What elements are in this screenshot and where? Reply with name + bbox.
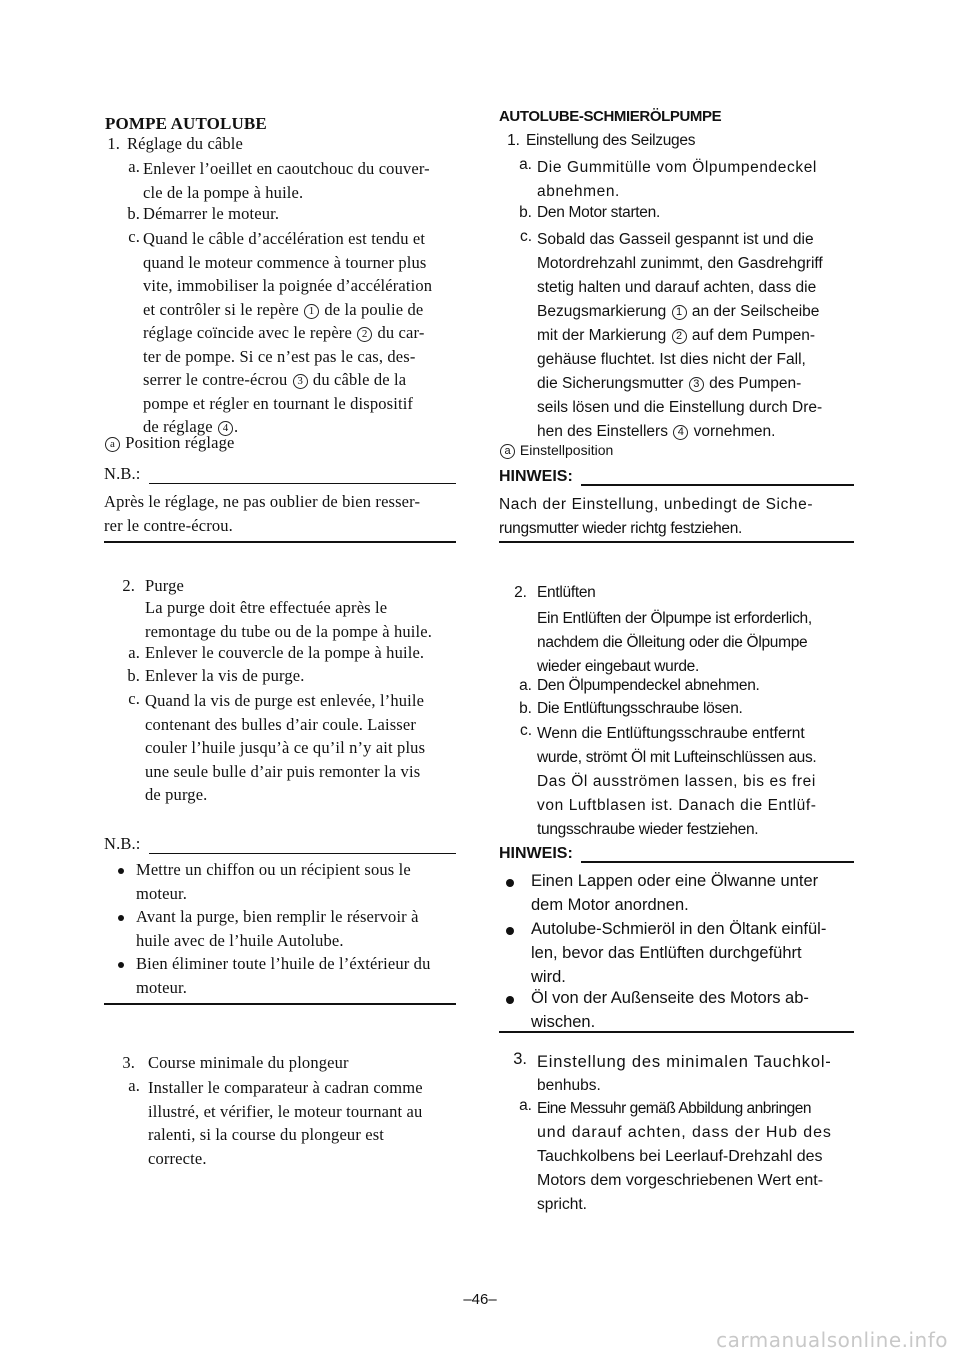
callout-a-icon: a [105, 437, 120, 452]
de-step2c-label: c. [519, 722, 532, 739]
fr-step2-number: 2. [122, 576, 135, 595]
de-step1b-label: b. [519, 204, 532, 221]
fr-step2a-text: Enlever le couvercle de la pompe à huile. [145, 643, 425, 662]
fr-step1b-label: b. [127, 204, 140, 223]
de-hinweis-1-text: Nach der Einstellung, unbedingt de Siche- rungsmutter wieder richtg festziehen. [499, 496, 814, 537]
fr-nb1-text: Après le réglage, ne pas oublier de bien resser- rer le contre-écrou. [104, 492, 421, 535]
de-hinweis-2: HINWEIS: [499, 845, 854, 863]
fr-step2a-label: a. [128, 643, 140, 662]
list-item: Einen Lappen oder eine Ölwanne unter dem Motor anordnen. [531, 872, 819, 914]
de-step1a-label: a. [519, 156, 532, 173]
de-step3a-label: a. [519, 1097, 532, 1114]
fr-rule-2 [104, 1003, 456, 1005]
fr-nb2: N.B.: [104, 834, 456, 854]
de-step3a-text: Eine Messuhr gemäß Abbildung anbringen und darauf achten, dass der Hub des Tauchkolbens bei Leerlauf-Drehzahl des Motors dem vorgeschriebenen Wert ent- spricht. [537, 1100, 832, 1213]
german-title: AUTOLUBE-SCHMIERÖLPUMPE [499, 108, 722, 125]
fr-step3a-label: a. [128, 1076, 140, 1095]
fr-rule-1 [104, 541, 456, 543]
de-step1c-text: Sobald das Gasseil gespannt ist und die Motordrehzahl zunimmt, den Gasdrehgriff stetig halten und darauf achten, dass die Bezugsmarkierung 1 an der Seilscheibe mit der Markierung 2 auf dem Pumpen- gehäuse fluchtet. Ist dies nicht der Fall, die Sicherungsmutter 3 des Pumpen- seils lösen und die Einstellung durch Dre- hen des Einstellers 4 vornehmen. [537, 231, 823, 440]
fr-position-note: a Position réglage [104, 433, 234, 453]
de-step2a-text: Den Ölpumpendeckel abnehmen. [537, 677, 760, 694]
fr-step3-title: Course minimale du plongeur [148, 1053, 349, 1072]
callout-2-icon: 2 [357, 327, 372, 342]
fr-step1a-text: Enlever l’oeillet en caoutchouc du couver- cle de la pompe à huile. [143, 159, 430, 202]
callout-1-icon: 1 [672, 305, 687, 320]
watermark: carmanualsonline.info [716, 1328, 948, 1352]
callout-3-icon: 3 [689, 377, 704, 392]
fr-step1c-text: Quand le câble d’accélération est tendu et quand le moteur commence à tourner plus vite, immobiliser la poignée d’accélération et contrôler si le repère 1 de la poulie de réglage coïncide avec le repère 2 du car- ter de pompe. Si ce n’est pas le cas, des- serrer le contre-écrou 3 du câble de la pompe et régler en tournant le dispositif de réglage 4 . [143, 229, 433, 436]
de-step1-title: Einstellung des Seilzuges [526, 132, 696, 149]
fr-step1c-label: c. [128, 227, 140, 246]
de-step2-number: 2. [514, 584, 527, 601]
de-step3-number: 3. [513, 1050, 527, 1068]
de-step1a-text: Die Gummitülle vom Ölpumpendeckel abnehmen. [537, 159, 817, 200]
de-rule-2 [499, 1031, 854, 1033]
fr-step3-number: 3. [122, 1053, 135, 1072]
callout-4-icon: 4 [218, 421, 233, 436]
de-hinweis-1: HINWEIS: [499, 468, 854, 486]
de-rule-1 [499, 541, 854, 543]
fr-step1a-label: a. [128, 157, 140, 176]
list-item: Autolube-Schmieröl in den Öltank einfül- len, bevor das Entlüften durchgeführt wird. [531, 920, 827, 986]
de-step2b-text: Die Entlüftungsschraube lösen. [537, 700, 743, 717]
callout-1-icon: 1 [304, 304, 319, 319]
fr-step2b-label: b. [127, 666, 140, 685]
callout-2-icon: 2 [672, 329, 687, 344]
fr-step1-title: Réglage du câble [127, 134, 244, 153]
list-item: Avant la purge, bien remplir le réservoir à huile avec de l’huile Autolube. [136, 907, 419, 950]
de-step1c-label: c. [519, 228, 532, 245]
list-item: Mettre un chiffon ou un récipient sous le moteur. [136, 860, 411, 903]
callout-4-icon: 4 [673, 425, 688, 440]
callout-a-icon: a [500, 444, 515, 459]
fr-step2c-label: c. [128, 689, 140, 708]
fr-step1-number: 1. [107, 134, 120, 153]
fr-nb1: N.B.: [104, 464, 456, 484]
fr-step2-intro: La purge doit être effectuée après le remontage du tube ou de la pompe à huile. [145, 598, 433, 641]
list-item: Öl von der Außenseite des Motors ab- wischen. [531, 989, 809, 1031]
fr-step3a-text: Installer le comparateur à cadran comme illustré, et vérifier, le moteur tournant au ralenti, si la course du plongeur est correcte. [148, 1078, 423, 1168]
fr-step2c-text: Quand la vis de purge est enlevée, l’huile contenant des bulles d’air coule. Laisser couler l’huile jusqu’à ce qu’il n’y ait plus une seule bulle d’air puis remonter la vis de purge. [145, 691, 426, 804]
fr-step2b-text: Enlever la vis de purge. [145, 666, 305, 685]
french-title: POMPE AUTOLUBE [105, 114, 267, 133]
callout-3-icon: 3 [293, 374, 308, 389]
de-step1-number: 1. [507, 132, 520, 149]
de-step2-intro: Ein Entlüften der Ölpumpe ist erforderlich, nachdem die Ölleitung oder die Ölpumpe wieder eingebaut wurde. [537, 610, 812, 675]
de-step2c-text: Wenn die Entlüftungsschraube entfernt wurde, strömt Öl mit Lufteinschlüssen aus. Das Öl ausströmen lassen, bis es frei von Luftblasen ist. Danach die Entlüf- tungsschraube wieder festziehen. [537, 725, 817, 838]
de-step2a-label: a. [519, 677, 532, 694]
de-step2b-label: b. [519, 700, 532, 717]
fr-step1b-text: Démarrer le moteur. [143, 204, 280, 223]
de-step2-title: Entlüften [537, 584, 596, 601]
de-step1b-text: Den Motor starten. [537, 204, 660, 221]
list-item: Bien éliminer toute l’huile de l’éxtérieur du moteur. [136, 954, 431, 997]
de-position-note: a Einstellposition [499, 442, 613, 459]
de-step3-title: Einstellung des minimalen Tauchkol- benhubs. [537, 1053, 832, 1094]
page-number: –46– [463, 1291, 497, 1308]
fr-step2-title: Purge [145, 576, 184, 595]
